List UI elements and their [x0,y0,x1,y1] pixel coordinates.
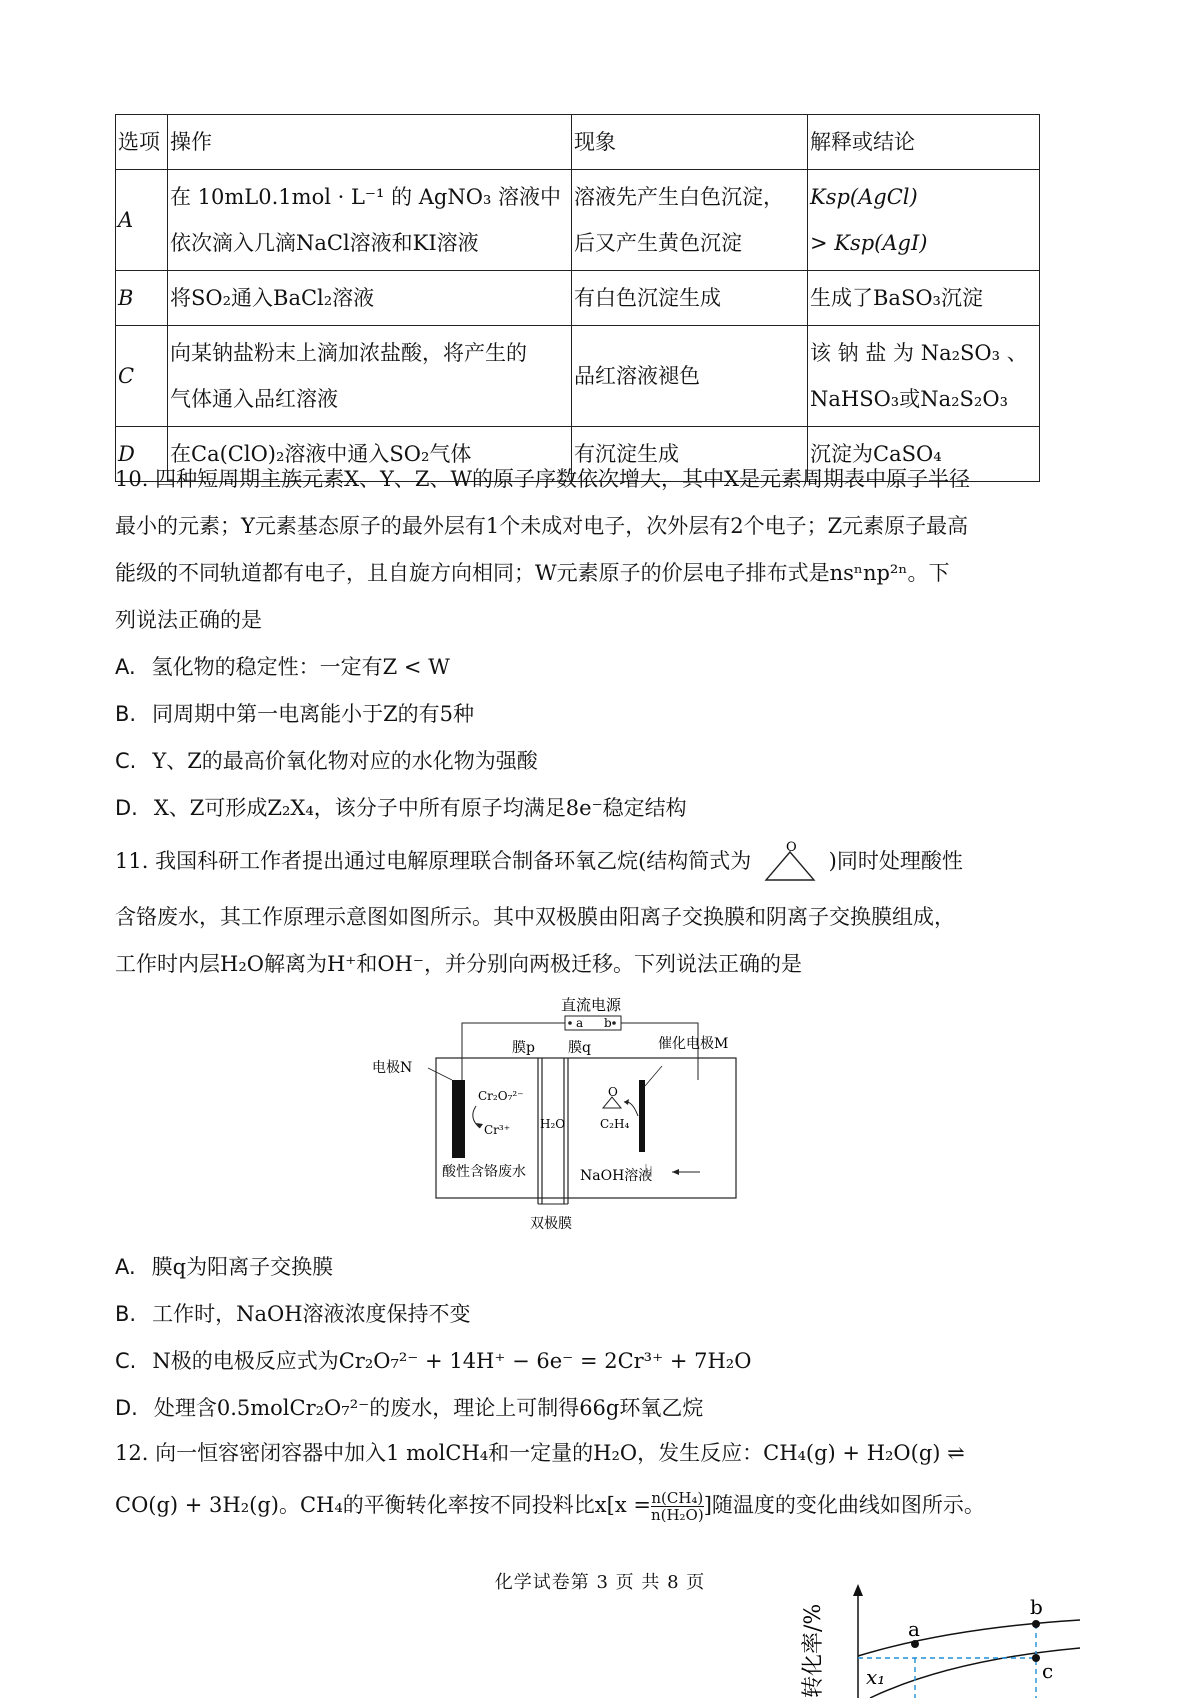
q11-line [115,838,1090,886]
q11-line-part: 11. 我国科研工作者提出通过电解原理联合制备环氧乙烷(结构简式为 [115,849,752,873]
option-label: A. [115,655,136,679]
row-operation-line: 将SO₂通入BaCl₂溶液 [168,271,572,326]
table-row [116,170,1040,271]
q11-option-d[interactable] [115,1393,703,1423]
option-text: X、Z可形成Z₂X₄，该分子中所有原子均满足8e⁻稳定结构 [153,796,687,820]
row-conclusion-line: Ksp(AgCl) [810,185,918,209]
row-conclusion-line: > Ksp(AgI) [810,231,928,255]
bipolar-membrane-label: 双极膜 [530,1216,572,1232]
point-b [1032,1620,1040,1628]
row-conclusion-line: 该 钠 盐 为 Na₂SO₃ 、 [810,341,1028,365]
q11-line: 含铬废水，其工作原理示意图如图所示。其中双极膜由阳离子交换膜和阴离子交换膜组成， [115,905,955,929]
row-conclusion-line: 生成了BaSO₃沉淀 [808,271,1040,326]
conversion-graph [790,1580,1080,1698]
option-text: 工作时，NaOH溶液浓度保持不变 [152,1302,471,1326]
q10-option-a[interactable] [115,652,450,682]
q12-line: 12. 向一恒容密闭容器中加入1 molCH₄和一定量的H₂O，发生反应：CH₄(g) + H₂O(g) ⇌ [115,1441,965,1465]
h2o-label: H₂O [540,1117,566,1131]
point-a-label: a [908,1617,920,1641]
header-option: 选项 [116,115,168,170]
q10-option-b[interactable] [115,699,474,729]
row-operation-line: 气体通入品红溶液 [170,387,338,411]
option-text: 处理含0.5molCr₂O₇²⁻的废水，理论上可制得66g环氧乙烷 [153,1396,704,1420]
option-label: A. [115,1255,136,1279]
q11-option-a[interactable] [115,1252,333,1282]
option-text: 膜q为阳离子交换膜 [151,1255,334,1279]
point-a [911,1640,919,1648]
table-header-row [116,115,1040,170]
epoxide-o-small: O [608,1085,618,1099]
q10-line: 列说法正确的是 [115,608,262,632]
option-text: Y、Z的最高价氧化物对应的水化物为强酸 [152,749,538,773]
point-c [1032,1654,1040,1662]
curve-upper [858,1620,1080,1656]
q12-line [115,1482,1090,1529]
options-table [115,114,1040,482]
option-label: D. [115,796,138,820]
q10-option-d[interactable] [115,793,687,823]
table-row [116,271,1040,326]
header-phenomenon: 现象 [572,115,808,170]
row-operation-line: 在Ca(ClO)₂溶液中通入SO₂气体 [168,427,572,482]
option-label: B. [115,1302,137,1326]
right-solution-label: NaOH溶液 [580,1168,653,1184]
q12-line-part: ]随温度的变化曲线如图所示。 [703,1493,985,1517]
row-phenomenon-line: 后又产生黄色沉淀 [574,231,742,255]
row-conclusion-line: 沉淀为CaSO₄ [808,427,1040,482]
row-option-label: D [116,427,168,482]
q11-option-b[interactable] [115,1299,471,1329]
row-operation-line: 在 10mL0.1mol · L⁻¹ 的 AgNO₃ 溶液中 [170,185,562,209]
table-row [116,326,1040,427]
electrode-n [452,1080,465,1158]
cr3-label: Cr³⁺ [484,1123,511,1137]
ratio-fraction [651,1490,704,1523]
point-b-label: b [1030,1595,1043,1619]
power-source-label: 直流电源 [561,996,622,1014]
q11-line-part: )同时处理酸性 [828,849,963,873]
x1-label: x₁ [866,1665,886,1689]
row-phenomenon-line: 有沉淀生成 [572,427,808,482]
row-option-label: A [116,170,168,271]
electrode-m [639,1080,645,1152]
option-text: 氢化物的稳定性：一定有Z < W [151,655,450,679]
fraction-numerator: n(CH₄) [651,1489,704,1507]
row-option-label: B [116,271,168,326]
header-operation: 操作 [168,115,572,170]
row-option-label: C [116,326,168,427]
q11-option-c[interactable] [115,1346,751,1376]
cr2o7-label: Cr₂O₇²⁻ [478,1089,524,1103]
q12-line-part: CO(g) + 3H₂(g)。CH₄的平衡转化率按不同投料比x[x = [115,1493,651,1517]
electrolysis-diagram [372,996,800,1236]
q11-line: 工作时内层H₂O解离为H⁺和OH⁻，并分别向两极迁移。下列说法正确的是 [115,952,802,976]
page-footer: 化学试卷第 3 页 共 8 页 [494,1572,706,1593]
option-label: C. [115,1349,137,1373]
membrane-q-label: 膜q [568,1040,591,1056]
q10-line: 能级的不同轨道都有电子，且自旋方向相同；W元素原子的价层电子排布式是nsⁿnp²ⁿ。下 [115,561,950,585]
row-operation-line: 向某钠盐粉末上滴加浓盐酸，将产生的 [170,341,527,365]
row-phenomenon-line: 品红溶液褪色 [572,326,808,427]
option-text: N极的电极反应式为Cr₂O₇²⁻ + 14H⁺ − 6e⁻ = 2Cr³⁺ + 7H₂O [152,1349,752,1373]
option-label: B. [115,702,137,726]
electrode-m-label: 催化电极M [658,1036,729,1052]
epoxide-o-label: O [785,839,797,855]
row-phenomenon-line: 有白色沉淀生成 [572,271,808,326]
membrane-p-label: 膜p [512,1040,535,1056]
fraction-denominator: n(H₂O) [650,1506,704,1524]
terminal-b-label: b [604,1016,612,1030]
c2h4-label: C₂H₄ [600,1117,630,1131]
row-conclusion-line: NaHSO₃或Na₂S₂O₃ [810,387,1008,411]
q10-line: 10. 四种短周期主族元素X、Y、Z、W的原子序数依次增大，其中X是元素周期表中原子半径 [115,467,971,491]
point-c-label: c [1042,1659,1054,1683]
option-label: C. [115,749,137,773]
electrode-n-label: 电极N [372,1060,413,1076]
left-solution-label: 酸性含铬废水 [442,1164,526,1180]
q10-line: 最小的元素；Y元素基态原子的最外层有1个未成对电子，次外层有2个电子；Z元素原子最高 [115,514,969,538]
q10-option-c[interactable] [115,746,538,776]
header-conclusion: 解释或结论 [808,115,1040,170]
terminal-a-label: a [576,1016,584,1030]
option-label: D. [115,1396,138,1420]
row-phenomenon-line: 溶液先产生白色沉淀， [574,185,784,209]
option-text: 同周期中第一电离能小于Z的有5种 [152,702,475,726]
graph-ylabel: 转化率/% [801,1603,826,1698]
row-operation-line: 依次滴入几滴NaCl溶液和KI溶液 [170,231,479,255]
epoxide-structure-icon [760,840,820,886]
